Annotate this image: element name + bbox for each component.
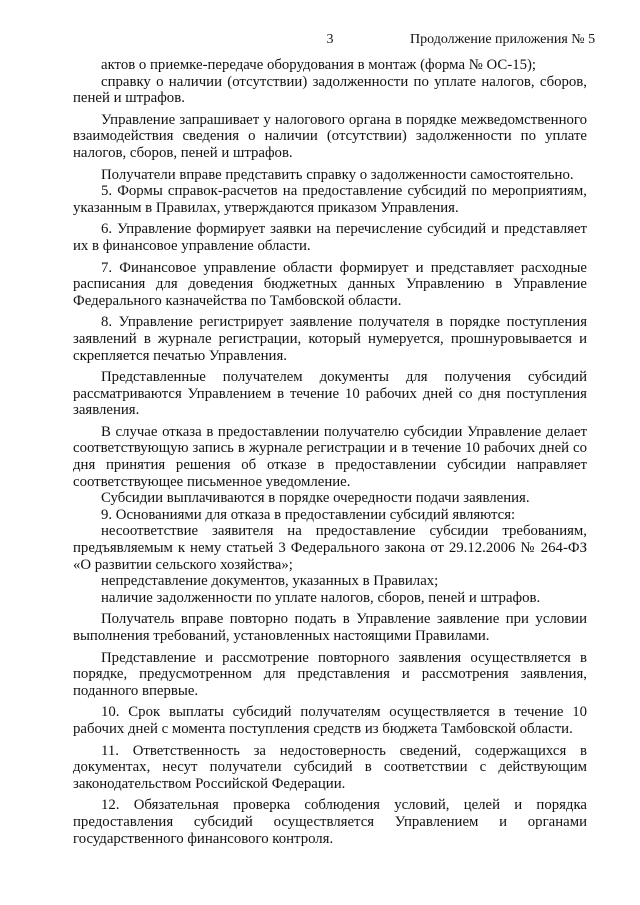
- appendix-continuation-label: Продолжение приложения № 5: [410, 32, 596, 47]
- paragraph: 7. Финансовое управление области формирует и представляет расходные расписания для доведения бюджетных данных Управлению в Управление Федерального казначейства по Тамбовской области.: [73, 259, 587, 309]
- paragraph: актов о приемке-передаче оборудования в монтаж (форма № ОС-15);: [101, 57, 537, 73]
- paragraph: Получатель вправе повторно подать в Управление заявление при условии выполнения требований, установленных настоящими Правилами.: [73, 611, 587, 644]
- paragraph: Представленные получателем документы для получения субсидий рассматриваются Управлением в течение 10 рабочих дней со дня поступления заявления.: [73, 369, 587, 419]
- paragraph: непредставление документов, указанных в Правилах;: [101, 573, 439, 590]
- paragraph: 11. Ответственность за недостоверность сведений, содержащихся в документах, несут получатели субсидий в соответствии с действующим законодательством Российской Федерации.: [73, 742, 587, 792]
- paragraph: 9. Основаниями для отказа в предоставлении субсидий являются:: [101, 506, 516, 523]
- paragraph: В случае отказа в предоставлении получателю субсидии Управление делает соответствующую запись в журнале регистрации и в течение 10 рабочих дней со дня принятия решения об отказе в предоставлении субсидии направляет соответствующее письменное уведомление.: [73, 423, 587, 490]
- paragraph: 8. Управление регистрирует заявление получателя в порядке поступления заявлений в журнале регистрации, который нумеруется, прошнуровывается и скрепляется печатью Управления.: [73, 314, 587, 364]
- paragraph: 12. Обязательная проверка соблюдения условий, целей и порядка предоставления субсидий осуществляется Управлением и органами государственного финансового контроля.: [73, 797, 587, 847]
- paragraph: справку о наличии (отсутствии) задолженности по уплате налогов, сборов, пеней и штрафов.: [73, 73, 587, 107]
- paragraph: несоответствие заявителя на предоставление субсидии требованиям, предъявляемым к нему статьей 3 Федерального закона от 29.12.2006 № 264-ФЗ «О развитии сельского хозяйства»;: [73, 523, 587, 573]
- document-body: [73, 57, 587, 847]
- paragraph: Субсидии выплачиваются в порядке очередности подачи заявления.: [101, 490, 530, 507]
- paragraph: 6. Управление формирует заявки на перечисление субсидий и представляет их в финансовое управление области.: [73, 221, 587, 254]
- paragraph: наличие задолженности по уплате налогов, сборов, пеней и штрафов.: [101, 589, 541, 606]
- page-number: 3: [326, 32, 334, 47]
- paragraph: Получатели вправе представить справку о задолженности самостоятельно.: [101, 166, 574, 183]
- paragraph: Управление запрашивает у налогового органа в порядке межведомственного взаимодействия сведения о наличии (отсутствии) задолженности по уплате налогов, сборов, пеней и штрафов.: [73, 111, 587, 161]
- paragraph: 5. Формы справок-расчетов на предоставление субсидий по мероприятиям, указанным в Правилах, утверждаются приказом Управления.: [73, 183, 587, 216]
- paragraph: Представление и рассмотрение повторного заявления осуществляется в порядке, предусмотренном для представления и рассмотрения заявления, поданного впервые.: [73, 649, 587, 699]
- paragraph: 10. Срок выплаты субсидий получателям осуществляется в течение 10 рабочих дней с момента поступления средств из бюджета Тамбовской области.: [73, 704, 587, 737]
